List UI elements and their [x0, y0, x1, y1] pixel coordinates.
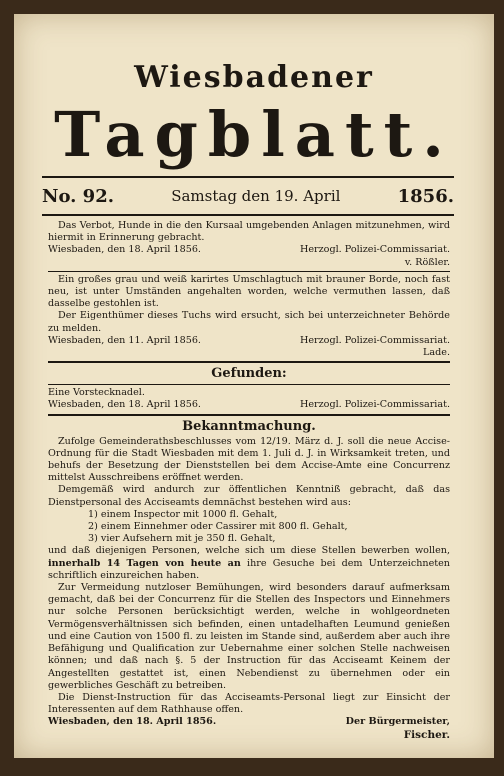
issue-year: 1856. — [397, 185, 454, 207]
found-item: Eine Vorstecknadel. — [48, 387, 145, 399]
divider — [48, 361, 450, 363]
announcement-p5: Die Dienst-Instruction für das Acciseamts-Personal liegt zur Einsicht der Interessenten auf dem Rathhause offen. — [48, 691, 450, 716]
announcement-p3-c: ihre Gesuche bei dem Unterzeichneten schriftlich einzureichen haben. — [48, 557, 450, 581]
issue-date: Samstag den 19. April — [171, 187, 341, 205]
divider — [48, 271, 450, 272]
notice-1-footer — [48, 244, 450, 256]
announcement-signer: Fischer. — [403, 728, 450, 741]
announcement-signer-title: Der Bürgermeister, — [345, 716, 450, 728]
notice-2-footer — [48, 335, 450, 347]
announcement-heading: Bekanntmachung. — [182, 418, 316, 434]
notice-1-authority: Herzogl. Polizei-Commissariat. — [299, 244, 450, 256]
divider — [48, 384, 450, 385]
masthead-line-1: Wiesbadener — [134, 60, 374, 95]
notice-2-authority: Herzogl. Polizei-Commissariat. — [299, 334, 450, 346]
announcement-p3-a: und daß diejenigen Personen, welche sich um diese Stellen bewerben wollen, — [48, 545, 450, 557]
divider — [48, 414, 450, 416]
announcement-p4: Zur Vermeidung nutzloser Bemühungen, wird besonders darauf aufmerksam gemacht, daß bei der Concurrenz für die Stellen des Inspectors und Einnehmers nur solche Personen berücksichtigt werden, welche in wohlgeordneten Vermögensverhältnissen sich befinden, einen untadelhaften Leumund genießen und eine Caution von 1500 fl. zu leisten im Stande sind, außerdem aber auch ihre Befähigung und Qualification zur Uebernahme einer solchen Stelle nachweisen können; und daß nach §. 5 der Instruction für das Acciseamt Keinem der Angestellten gestattet ist, einen Nebendienst zu übernehmen oder ein gewerbliches Geschäft zu betreiben. — [48, 582, 450, 691]
notice-1-place-date: Wiesbaden, den 18. April 1856. — [48, 244, 201, 256]
announcement-footer — [48, 716, 450, 728]
found-place-date: Wiesbaden, den 18. April 1856. — [48, 399, 201, 411]
page-content — [48, 220, 450, 741]
notice-2-signer: Lade. — [423, 347, 450, 359]
issue-number: No. 92. — [42, 185, 114, 207]
announcement-p3 — [48, 545, 450, 582]
announcement-place-date: Wiesbaden, den 18. April 1856. — [48, 716, 217, 728]
announcement-p3-deadline: innerhalb 14 Tagen von heute an — [48, 557, 241, 569]
staff-list — [48, 509, 450, 546]
found-heading: Gefunden: — [211, 366, 287, 382]
issue-bar — [42, 176, 454, 216]
notice-1-signer: v. Rößler. — [404, 256, 450, 268]
announcement-p2: Demgemäß wird andurch zur öffentlichen Kenntniß gebracht, daß das Dienstpersonal des Acciseamts demnächst bestehen wird aus: — [48, 484, 450, 508]
announcement-p1: Zufolge Gemeinderathsbeschlusses vom 12/19. März d. J. soll die neue Accise-Ordnung für die Stadt Wiesbaden mit dem 1. Juli d. J. in Wirksamkeit treten, und behufs der Besetzung der Dienststellen bei dem Accise-Amte eine Concurrenz mittelst Ausschreibens eröffnet werden. — [48, 435, 450, 484]
list-item: 1) einem Inspector mit 1000 fl. Gehalt, — [88, 508, 278, 520]
found-footer — [48, 399, 450, 411]
list-item: 2) einem Einnehmer oder Cassirer mit 800 fl. Gehalt, — [88, 521, 348, 533]
notice-1-text: Das Verbot, Hunde in die den Kursaal umgebenden Anlagen mitzunehmen, wird hiermit in Erinnerung gebracht. — [48, 220, 450, 244]
found-authority: Herzogl. Polizei-Commissariat. — [299, 399, 450, 411]
notice-2-text-2: Der Eigenthümer dieses Tuchs wird ersucht, sich bei unterzeichneter Behörde zu melden. — [48, 310, 450, 334]
list-item: 3) vier Aufsehern mit je 350 fl. Gehalt, — [88, 533, 276, 545]
notice-2-text: Ein großes grau und weiß karirtes Umschlagtuch mit brauner Borde, noch fast neu, ist unter Umständen angehalten worden, welche vermuthen lassen, daß dasselbe gestohlen ist. — [48, 273, 450, 310]
newspaper-page — [14, 14, 494, 758]
masthead-title: Tagblatt. — [54, 98, 454, 171]
notice-2-place-date: Wiesbaden, den 11. April 1856. — [48, 334, 201, 346]
